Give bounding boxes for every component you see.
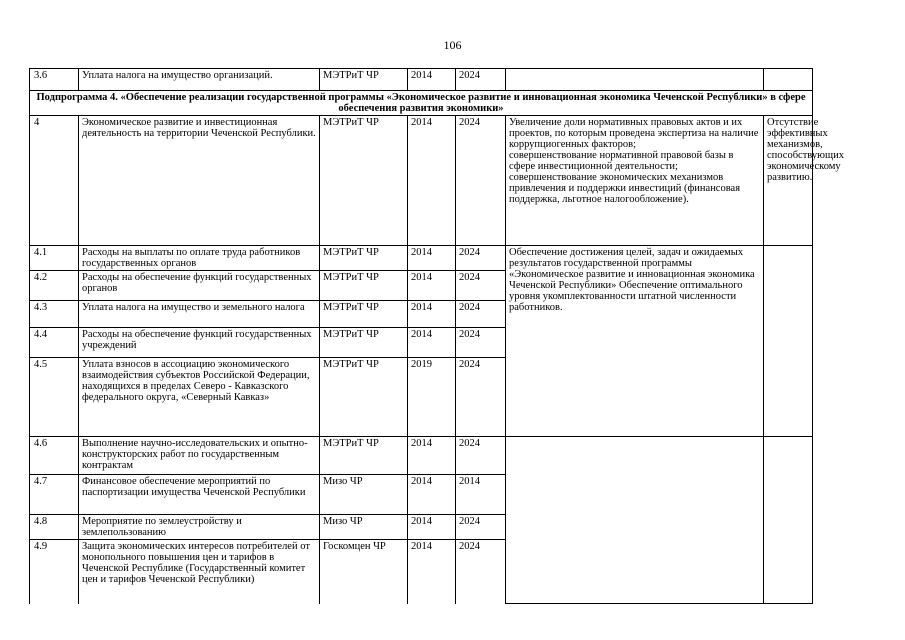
table-row: [30, 116, 813, 246]
executor: МЭТРиТ ЧР: [320, 69, 408, 91]
end-year: 2024: [456, 271, 506, 301]
table-row: [30, 437, 813, 475]
start-year: 2014: [408, 540, 456, 604]
row-number: 4.2: [30, 271, 79, 301]
executor: МЭТРиТ ЧР: [320, 437, 408, 475]
expected-result: Увеличение доли нормативных правовых актов и их проектов, по которым проведена экспертиза на наличие коррупциогенных факторов; совершенствование нормативной правовой базы в сфере инвестиционной деятельности; совершенствование экономических механизмов привлечения и поддержки инвестиций (финансовая поддержка, льготное налогообложение).: [506, 116, 764, 246]
program-measures-table: [29, 68, 844, 604]
row-number: 4.3: [30, 301, 79, 328]
risk: [764, 246, 813, 437]
table-row: [30, 246, 813, 271]
end-year: 2024: [456, 246, 506, 271]
row-number: 4.9: [30, 540, 79, 604]
end-year: 2014: [456, 475, 506, 515]
row-number: 4.5: [30, 358, 79, 437]
end-year: 2024: [456, 301, 506, 328]
end-year: 2024: [456, 358, 506, 437]
subprogram-heading: Подпрограмма 4. «Обеспечение реализации государственной программы «Экономическое развитие и инновационная экономика Чеченской Республики» в сфере обеспечения развития экономики»: [30, 91, 813, 116]
row-number: 4.6: [30, 437, 79, 475]
executor: МЭТРиТ ЧР: [320, 328, 408, 358]
executor: Мизо ЧР: [320, 515, 408, 540]
measure-name: Экономическое развитие и инвестиционная деятельность на территории Чеченской Республики.: [79, 116, 320, 246]
risk: Отсутствие эффективных механизмов, способствующих экономическому развитию.: [764, 116, 813, 246]
start-year: 2014: [408, 328, 456, 358]
measure-name: Мероприятие по землеустройству и землепользованию: [79, 515, 320, 540]
end-year: 2024: [456, 540, 506, 604]
executor: МЭТРиТ ЧР: [320, 246, 408, 271]
row-number: 4.1: [30, 246, 79, 271]
start-year: 2014: [408, 271, 456, 301]
executor: МЭТРиТ ЧР: [320, 301, 408, 328]
row-number: 4.8: [30, 515, 79, 540]
measure-name: Выполнение научно-исследовательских и опытно-конструкторских работ по государственным контрактам: [79, 437, 320, 475]
end-year: 2024: [456, 116, 506, 246]
start-year: 2014: [408, 116, 456, 246]
end-year: 2024: [456, 328, 506, 358]
end-year: 2024: [456, 437, 506, 475]
start-year: 2014: [408, 301, 456, 328]
measure-name: Финансовое обеспечение мероприятий по паспортизации имущества Чеченской Республики: [79, 475, 320, 515]
executor: МЭТРиТ ЧР: [320, 358, 408, 437]
measure-name: Защита экономических интересов потребителей от монопольного повышения цен и тарифов в Чеченской Республике (Государственный комитет цен и тарифов Чеченской Республики): [79, 540, 320, 604]
start-year: 2014: [408, 246, 456, 271]
start-year: 2014: [408, 437, 456, 475]
executor: МЭТРиТ ЧР: [320, 271, 408, 301]
measure-name: Уплата налога на имущество и земельного налога: [79, 301, 320, 328]
end-year: 2024: [456, 515, 506, 540]
executor: Госкомцен ЧР: [320, 540, 408, 604]
row-number: 4.7: [30, 475, 79, 515]
row-number: 3.6: [30, 69, 79, 91]
row-number: 4.4: [30, 328, 79, 358]
measure-name: Уплата налога на имущество организаций.: [79, 69, 320, 91]
risk: [764, 69, 813, 91]
expected-result: [506, 437, 764, 604]
start-year: 2014: [408, 69, 456, 91]
row-number: 4: [30, 116, 79, 246]
end-year: 2024: [456, 69, 506, 91]
start-year: 2014: [408, 475, 456, 515]
executor: МЭТРиТ ЧР: [320, 116, 408, 246]
start-year: 2019: [408, 358, 456, 437]
page-number: 106: [443, 38, 462, 52]
measure-name: Расходы на обеспечение функций государственных органов: [79, 271, 320, 301]
subprogram-heading-row: [30, 91, 813, 116]
group-expected-result: Обеспечение достижения целей, задач и ожидаемых результатов государственной программы «Экономическое развитие и инновационная экономика Чеченской Республики» Обеспечение оптимального уровня укомплектованности штатной численности работников.: [506, 246, 764, 437]
table-row: [30, 69, 813, 91]
measure-name: Уплата взносов в ассоциацию экономического взаимодействия субъектов Российской Федерации, находящихся в пределах Северо - Кавказского федерального округа, «Северный Кавказ»: [79, 358, 320, 437]
measure-name: Расходы на обеспечение функций государственных учреждений: [79, 328, 320, 358]
executor: Мизо ЧР: [320, 475, 408, 515]
measure-name: Расходы на выплаты по оплате труда работников государственных органов: [79, 246, 320, 271]
risk: [764, 437, 813, 604]
start-year: 2014: [408, 515, 456, 540]
expected-result: [506, 69, 764, 91]
